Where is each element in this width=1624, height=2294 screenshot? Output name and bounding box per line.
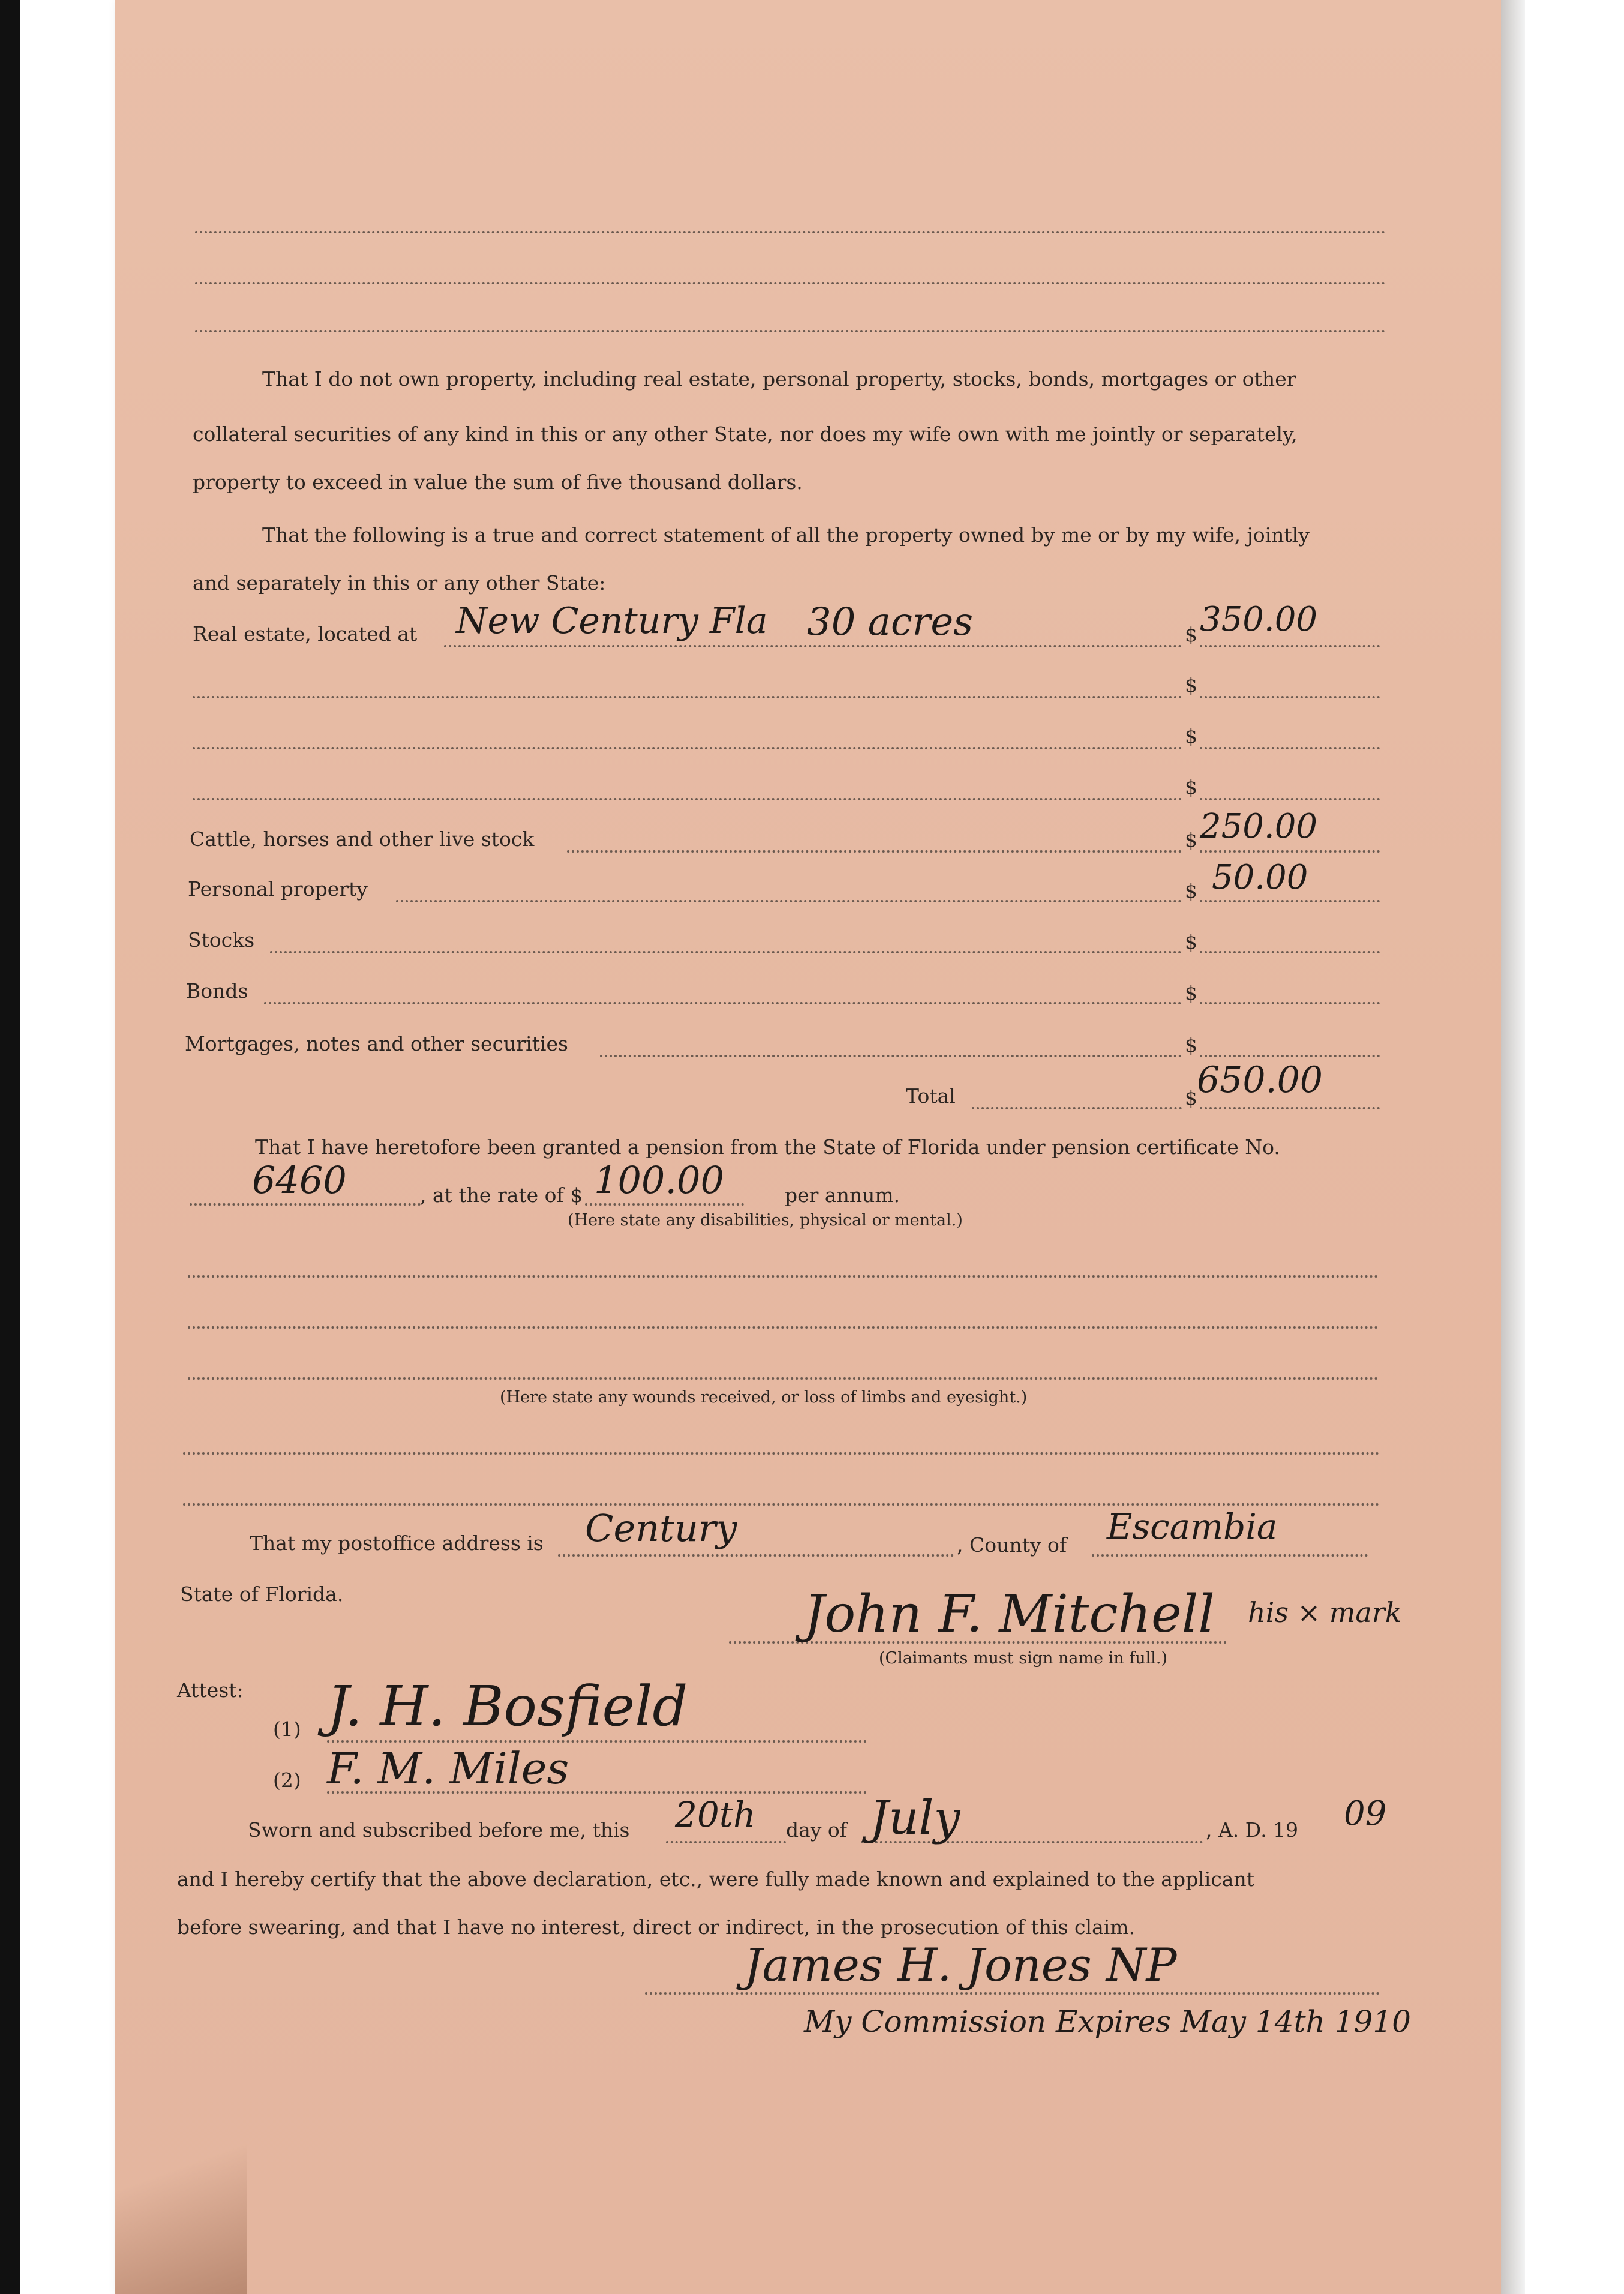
rate-value: 100.00	[594, 1158, 724, 1202]
sworn-day-line	[666, 1841, 786, 1843]
postoffice-value: Century	[585, 1506, 737, 1550]
blank-line	[195, 231, 1386, 233]
total-label: Total	[906, 1084, 956, 1108]
real-estate-location: New Century Fla	[456, 600, 768, 642]
disabilities-note: (Here state any disabilities, physical or mental.)	[568, 1211, 963, 1230]
certify-line-2: before swearing, and that I have no interest, direct or indirect, in the prosecution of this claim.	[177, 1915, 1136, 1939]
witness-2-signature: F. M. Miles	[327, 1743, 569, 1794]
certificate-line	[190, 1203, 421, 1206]
certificate-number: 6460	[252, 1158, 347, 1202]
value-line	[1200, 696, 1380, 698]
postoffice-label: That my postoffice address is	[250, 1531, 544, 1555]
sworn-label: Sworn and subscribed before me, this	[248, 1818, 630, 1842]
blank-line	[193, 798, 1182, 800]
dollar-sign: $	[1185, 1086, 1197, 1109]
personal-property-value: 50.00	[1212, 858, 1308, 897]
dotted-leader	[567, 850, 1182, 853]
disabilities-line	[188, 1326, 1379, 1329]
attest-2-label: (2)	[273, 1768, 301, 1792]
wounds-note: (Here state any wounds received, or loss of limbs and eyesight.)	[500, 1388, 1028, 1407]
value-line	[1200, 645, 1380, 647]
blank-line	[193, 696, 1182, 698]
postoffice-line	[558, 1554, 954, 1557]
per-annum-label: per annum.	[785, 1183, 900, 1207]
notary-commission: My Commission Expires May 14th 1910	[804, 2004, 1411, 2039]
witness-1-line	[327, 1740, 867, 1743]
personal-property-label: Personal property	[188, 877, 368, 901]
blank-line	[195, 330, 1386, 332]
dotted-leader	[396, 900, 1182, 902]
state-label: State of Florida.	[180, 1582, 344, 1606]
following-statement-line-1: That the following is a true and correct statement of all the property owned by me or by my wife, jointly	[262, 523, 1310, 547]
property-statement-line-2: collateral securities of any kind in this or any other State, nor does my wife own with me jointly or separately,	[193, 422, 1298, 446]
cattle-label: Cattle, horses and other live stock	[190, 827, 535, 851]
value-line	[1200, 900, 1380, 902]
dollar-sign: $	[1185, 724, 1197, 748]
real-estate-label: Real estate, located at	[193, 622, 418, 646]
certify-line-1: and I hereby certify that the above declaration, etc., were fully made known and explained to the applicant	[177, 1867, 1254, 1891]
wounds-line	[183, 1452, 1380, 1455]
dollar-sign: $	[1185, 930, 1197, 953]
property-statement-line-3: property to exceed in value the sum of five thousand dollars.	[193, 470, 803, 494]
sworn-month: July	[870, 1791, 960, 1845]
attest-label: Attest:	[177, 1678, 244, 1702]
pension-statement: That I have heretofore been granted a pension from the State of Florida under pension certificate No.	[255, 1135, 1280, 1159]
attest-1-label: (1)	[273, 1717, 301, 1741]
dotted-leader	[264, 1002, 1182, 1004]
value-line	[1200, 1055, 1380, 1057]
wounds-line	[183, 1503, 1380, 1506]
rate-label: , at the rate of $	[420, 1183, 583, 1207]
dollar-sign: $	[1185, 879, 1197, 902]
dotted-leader	[972, 1107, 1182, 1109]
notary-signature: James H. Jones NP	[744, 1938, 1177, 1992]
value-line	[1200, 747, 1380, 749]
blank-line	[193, 747, 1182, 749]
bonds-label: Bonds	[186, 979, 248, 1003]
mortgages-label: Mortgages, notes and other securities	[185, 1032, 568, 1055]
torn-corner	[115, 2088, 247, 2294]
value-line	[1200, 1002, 1380, 1004]
rate-line	[585, 1203, 744, 1206]
notary-signature-line	[645, 1992, 1380, 1995]
witness-1-signature: J. H. Bosfield	[327, 1674, 688, 1738]
dollar-sign: $	[1185, 775, 1197, 799]
value-line	[1200, 850, 1380, 853]
ad-label: , A. D. 19	[1206, 1818, 1299, 1842]
following-statement-line-2: and separately in this or any other State:	[193, 571, 606, 595]
claimant-note: (Claimants must sign name in full.)	[879, 1649, 1167, 1668]
paper-edge	[1501, 0, 1525, 2294]
disabilities-line	[188, 1275, 1379, 1278]
real-estate-value: 350.00	[1200, 600, 1317, 639]
value-line	[1200, 1107, 1380, 1109]
disabilities-line	[188, 1377, 1379, 1380]
property-statement-line-1: That I do not own property, including real estate, personal property, stocks, bonds, mortgages or other	[262, 367, 1296, 391]
dollar-sign: $	[1185, 1033, 1197, 1057]
county-line	[1092, 1554, 1368, 1557]
value-line	[1200, 951, 1380, 953]
real-estate-acres: 30 acres	[807, 600, 974, 644]
claimant-signature: John F. Mitchell	[804, 1584, 1215, 1644]
total-value: 650.00	[1197, 1059, 1323, 1101]
value-line	[1200, 798, 1380, 800]
county-value: Escambia	[1107, 1506, 1278, 1547]
dollar-sign: $	[1185, 981, 1197, 1004]
real-estate-line	[444, 645, 1182, 647]
county-label: , County of	[957, 1533, 1067, 1557]
stocks-label: Stocks	[188, 928, 255, 952]
dollar-sign: $	[1185, 828, 1197, 851]
day-of-label: day of	[786, 1818, 848, 1842]
blank-line	[195, 282, 1386, 284]
dollar-sign: $	[1185, 673, 1197, 697]
claimant-mark: his × mark	[1248, 1596, 1402, 1629]
scan-border	[0, 0, 20, 2294]
sworn-day: 20th	[675, 1794, 756, 1835]
dotted-leader	[600, 1055, 1182, 1057]
dollar-sign: $	[1185, 623, 1197, 646]
cattle-value: 250.00	[1200, 807, 1317, 846]
sworn-year: 09	[1344, 1794, 1387, 1833]
dotted-leader	[270, 951, 1182, 953]
